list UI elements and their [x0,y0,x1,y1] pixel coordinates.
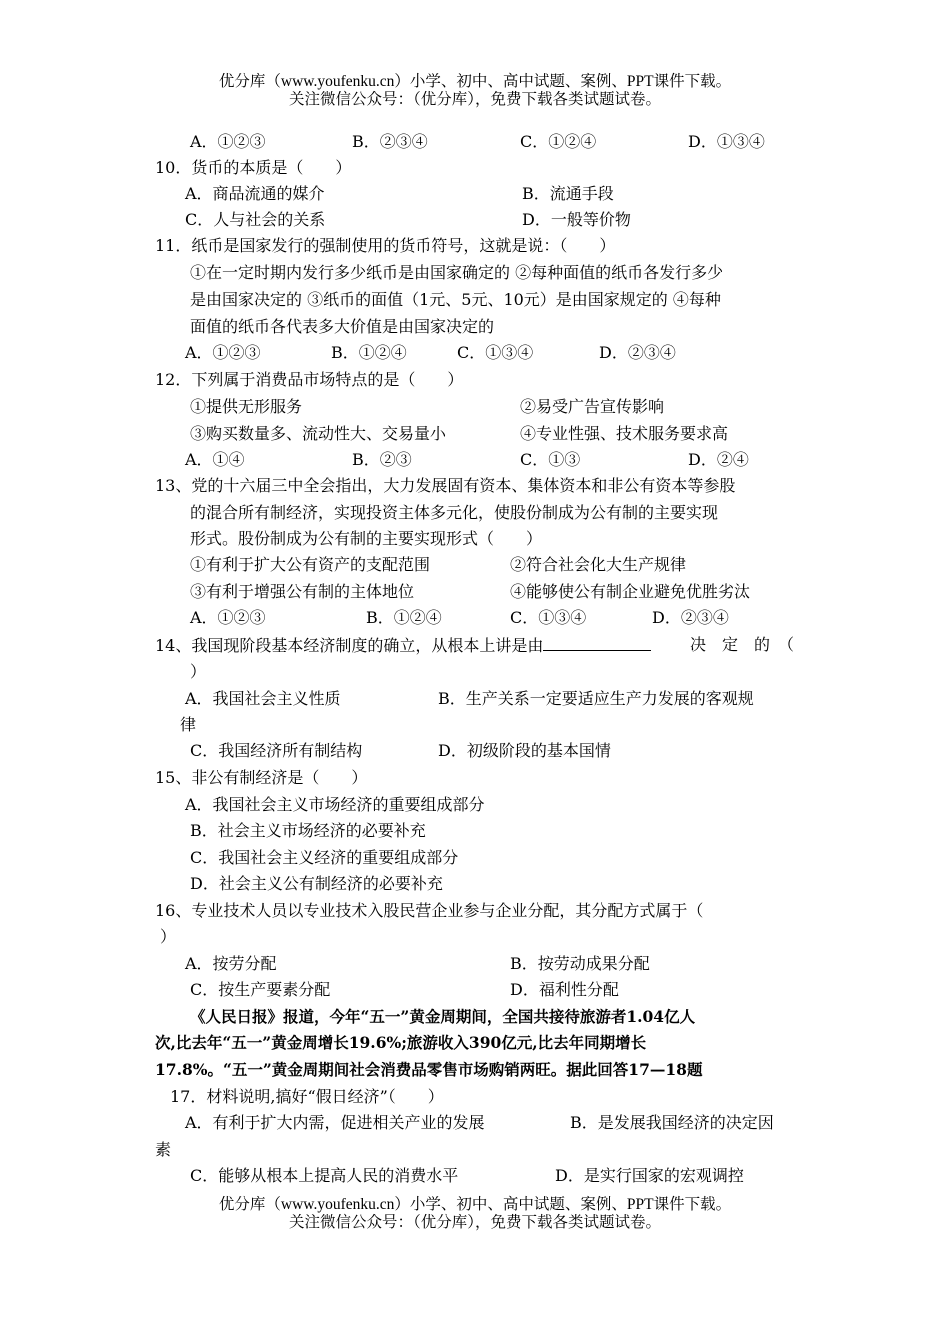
q12-option-c: C．①③ [520,450,581,469]
q16-option-c: C．按生产要素分配 [190,980,331,999]
q16-option-d: D．福利性分配 [510,980,619,999]
q16-option-a: A．按劳分配 [185,954,277,973]
material-line-1: 《人民日报》报道，今年“五一”黄金周期间，全国共接待旅游者1.04亿人 [190,1007,696,1026]
q9-option-d: D．①③④ [688,132,765,151]
q13-option-a: A．①②③ [190,608,266,627]
q16-option-b: B．按劳动成果分配 [510,954,650,973]
q14-option-c: C．我国经济所有制结构 [190,741,363,760]
q11-option-a: A．①②③ [185,343,261,362]
q17-option-b: B．是发展我国经济的决定因 [570,1113,774,1132]
q14-option-b: B．生产关系一定要适应生产力发展的客观规 [438,689,754,708]
q14-answer-blank [543,635,651,651]
q14-stem-text: 14、我国现阶段基本经济制度的确立，从根本上讲是由 [155,636,544,655]
q14-stem-end: 决 定 的 （ [690,635,795,654]
q11-option-d: D．②③④ [599,343,676,362]
q12-item-4: ④专业性强、技术服务要求高 [520,424,729,443]
q11-line-2: 是由国家决定的 ③纸币的面值（1元、5元、10元）是由国家规定的 ④每种 [190,290,721,309]
q11-line-1: ①在一定时期内发行多少纸币是由国家确定的 ②每种面值的纸币各发行多少 [190,263,724,282]
q16-stem: 16、专业技术人员以专业技术入股民营企业参与企业分配，其分配方式属于（ [155,901,704,920]
q11-line-3: 面值的纸币各代表多大价值是由国家决定的 [190,317,495,336]
footer-line-2: 关注微信公众号：（优分库），免费下载各类试题试卷。 [288,1214,661,1231]
q14-option-a: A．我国社会主义性质 [185,689,341,708]
q13-item-1: ①有利于扩大公有资产的支配范围 [190,555,431,574]
q13-line-2: 的混合所有制经济，实现投资主体多元化，使股份制成为公有制的主要实现 [190,503,719,522]
q10-option-c: C．人与社会的关系 [185,210,326,229]
q12-stem: 12．下列属于消费品市场特点的是（ ） [155,370,464,389]
q12-item-2: ②易受广告宣传影响 [520,397,665,416]
q9-option-a: A．①②③ [190,132,266,151]
q12-item-1: ①提供无形服务 [190,397,303,416]
q14-option-d: D．初级阶段的基本国情 [438,741,611,760]
q14-stem [155,635,651,656]
material-line-2: 次,比去年“五一”黄金周增长19.6%;旅游收入390亿元,比去年同期增长 [155,1033,647,1052]
q12-item-3: ③购买数量多、流动性大、交易量小 [190,424,447,443]
q13-item-4: ④能够使公有制企业避免优胜劣汰 [510,582,751,601]
footer-line-1: 优分库（www.youfenku.cn）小学、初中、高中试题、案例、PPT课件下载。 [218,1196,732,1213]
q14-paren: ） [190,662,207,681]
q12-option-d: D．②④ [688,450,749,469]
q11-stem: 11．纸币是国家发行的强制使用的货币符号，这就是说：（ ） [155,236,616,255]
q9-option-c: C．①②④ [520,132,597,151]
q13-option-d: D．②③④ [652,608,729,627]
q13-line-3: 形式。股份制成为公有制的主要实现形式（ ） [190,529,543,548]
header-line-1: 优分库（www.youfenku.cn）小学、初中、高中试题、案例、PPT课件下载。 [218,73,732,90]
q13-option-b: B．①②④ [366,608,442,627]
q17-option-c: C．能够从根本上提高人民的消费水平 [190,1166,459,1185]
q17-option-a: A．有利于扩大内需，促进相关产业的发展 [185,1113,485,1132]
q15-option-b: B．社会主义市场经济的必要补充 [190,821,426,840]
q15-option-d: D．社会主义公有制经济的必要补充 [190,874,443,893]
q17-stem: 17．材料说明,搞好“假日经济”（ ） [170,1087,444,1106]
q15-option-c: C．我国社会主义经济的重要组成部分 [190,848,459,867]
q15-option-a: A．我国社会主义市场经济的重要组成部分 [185,795,485,814]
q10-stem: 10．货币的本质是（ ） [155,158,352,177]
header-line-2: 关注微信公众号：（优分库），免费下载各类试题试卷。 [288,91,661,108]
q17-option-b-cont: 素 [155,1140,172,1159]
q15-stem: 15、非公有制经济是（ ） [155,768,368,787]
material-line-3: 17.8%。“五一”黄金周期间社会消费品零售市场购销两旺。据此回答17—18题 [155,1060,703,1079]
q11-option-c: C．①③④ [457,343,534,362]
q13-option-c: C．①③④ [510,608,587,627]
q10-option-d: D．一般等价物 [522,210,631,229]
q17-option-d: D．是实行国家的宏观调控 [555,1166,744,1185]
q10-option-a: A．商品流通的媒介 [185,184,325,203]
q13-item-2: ②符合社会化大生产规律 [510,555,687,574]
q13-line-1: 13、党的十六届三中全会指出，大力发展固有资本、集体资本和非公有资本等参股 [155,476,736,495]
q11-option-b: B．①②④ [331,343,407,362]
q13-item-3: ③有利于增强公有制的主体地位 [190,582,415,601]
q14-option-b-cont: 律 [180,715,197,734]
q12-option-b: B．②③ [352,450,412,469]
q16-paren: ） [160,927,177,946]
q9-option-b: B．②③④ [352,132,428,151]
q12-option-a: A．①④ [185,450,245,469]
q10-option-b: B．流通手段 [522,184,614,203]
